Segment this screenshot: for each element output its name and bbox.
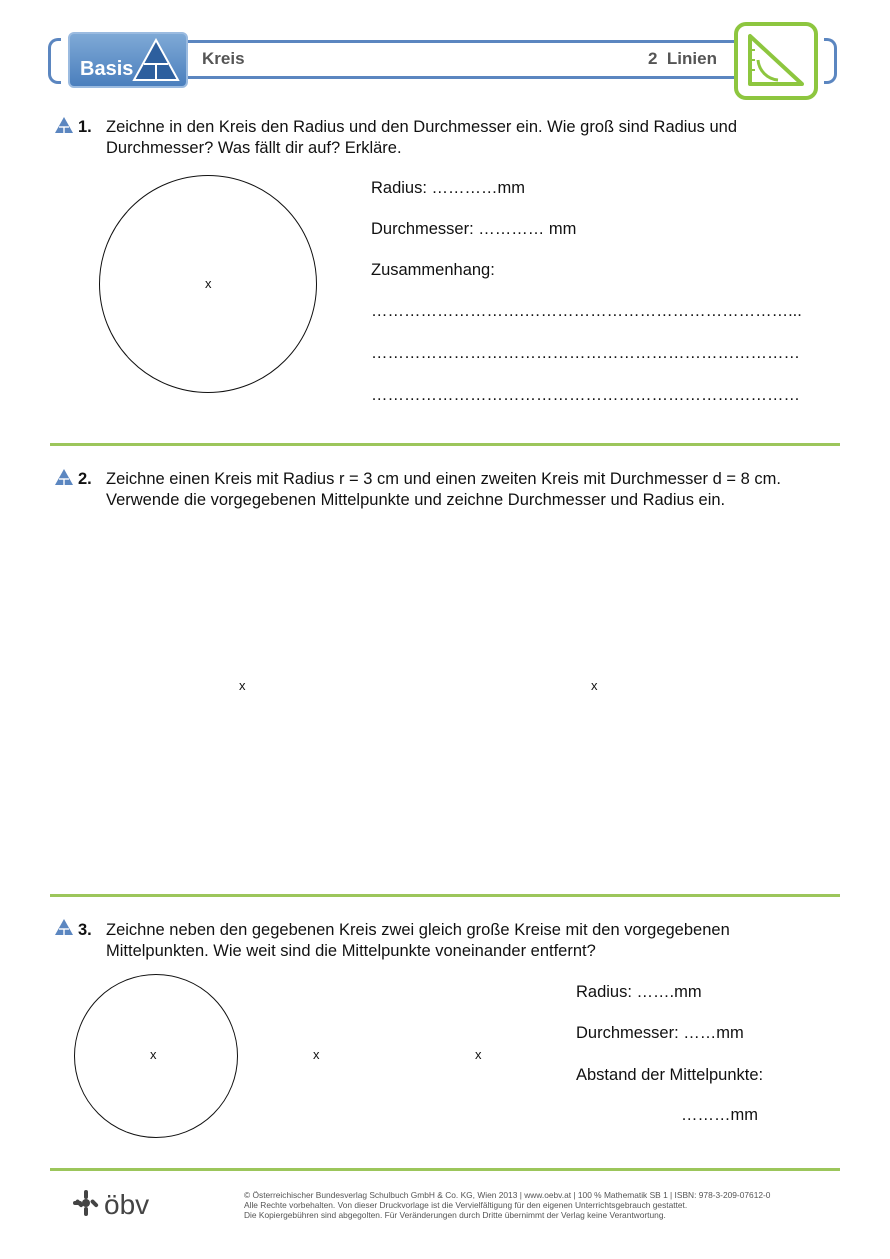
pyramid-icon: [132, 38, 180, 82]
task1-center-mark: x: [205, 276, 212, 291]
set-square-icon: [744, 30, 808, 90]
footer-divider: [50, 1168, 840, 1171]
header-chapter-title: 2 Linien: [648, 49, 717, 68]
task2-text-line1: Zeichne einen Kreis mit Radius r = 3 cm und einen zweiten Kreis mit Durchmesser d = 8 cm.: [106, 470, 781, 488]
footer-line: © Österreichischer Bundesverlag Schulbuch GmbH & Co. KG, Wien 2013 | www.oebv.at | 100 % Mathematik SB 1 | ISBN: 978-3-209-07612-0: [244, 1190, 771, 1200]
task1-answer-line[interactable]: ……………………………………………………………………: [371, 344, 800, 362]
obv-star-icon: [72, 1189, 100, 1217]
task3-text-line1: Zeichne neben den gegebenen Kreis zwei gleich große Kreise mit den vorgegebenen: [106, 921, 730, 939]
task2-center-mark-left: x: [239, 678, 246, 693]
section-divider: [50, 443, 840, 446]
task2-center-mark-right: x: [591, 678, 598, 693]
task2-number: 2.: [78, 470, 92, 488]
set-square-logo: [734, 22, 818, 100]
task1-text-line2: Durchmesser? Was fällt dir auf? Erkläre.: [106, 139, 402, 157]
task1-number: 1.: [78, 118, 92, 136]
publisher-logo-text: öbv: [104, 1189, 150, 1220]
task3-circle-center-mark: x: [150, 1047, 157, 1062]
task3-center-mark-right: x: [475, 1047, 482, 1062]
footer-copyright: [244, 1190, 844, 1220]
header-top-rule: [186, 40, 734, 43]
task1-relation-label: Zusammenhang:: [371, 261, 495, 279]
task-level-icon: [54, 116, 74, 134]
task3-diameter-field[interactable]: Durchmesser: ……mm: [576, 1024, 744, 1042]
header-bracket-right: [824, 38, 837, 84]
task1-answer-line[interactable]: ……………………….…………………………………………...: [371, 302, 802, 320]
task1-instruction: [106, 117, 856, 159]
task3-distance-field[interactable]: ………mm: [681, 1106, 758, 1124]
task3-center-mark-middle: x: [313, 1047, 320, 1062]
task1-diameter-field[interactable]: Durchmesser: ………… mm: [371, 220, 577, 238]
task1-answer-line[interactable]: ……………………………………………………………………: [371, 386, 800, 404]
basis-badge-label: Basis: [80, 58, 134, 80]
task1-radius-field[interactable]: Radius: …………mm: [371, 179, 526, 197]
task3-radius-field[interactable]: Radius: …….mm: [576, 983, 702, 1001]
task2-text-line2: Verwende die vorgegebenen Mittelpunkte und zeichne Durchmesser und Radius ein.: [106, 491, 726, 509]
basis-badge: [68, 32, 188, 88]
footer-line: Die Kopiergebühren sind abgegolten. Für Veränderungen durch Dritte übernimmt der Verlag keine Verantwortung.: [244, 1210, 666, 1220]
header-bracket-left: [48, 38, 61, 84]
task-level-icon: [54, 918, 74, 936]
task-level-icon: [54, 468, 74, 486]
task3-instruction: [106, 920, 856, 962]
task3-number: 3.: [78, 921, 92, 939]
section-divider: [50, 894, 840, 897]
header-bottom-rule: [186, 76, 734, 79]
header-topic-title: Kreis: [202, 49, 245, 68]
task3-text-line2: Mittelpunkten. Wie weit sind die Mittelpunkte voneinander entfernt?: [106, 942, 596, 960]
footer-line: Alle Rechte vorbehalten. Von dieser Druckvorlage ist die Vervielfältigung für den eigenen Unterrichtsgebrauch gestattet.: [244, 1200, 688, 1210]
task3-distance-label: Abstand der Mittelpunkte:: [576, 1066, 764, 1084]
task2-instruction: [106, 469, 856, 511]
task1-text-line1: Zeichne in den Kreis den Radius und den Durchmesser ein. Wie groß sind Radius und: [106, 118, 738, 136]
